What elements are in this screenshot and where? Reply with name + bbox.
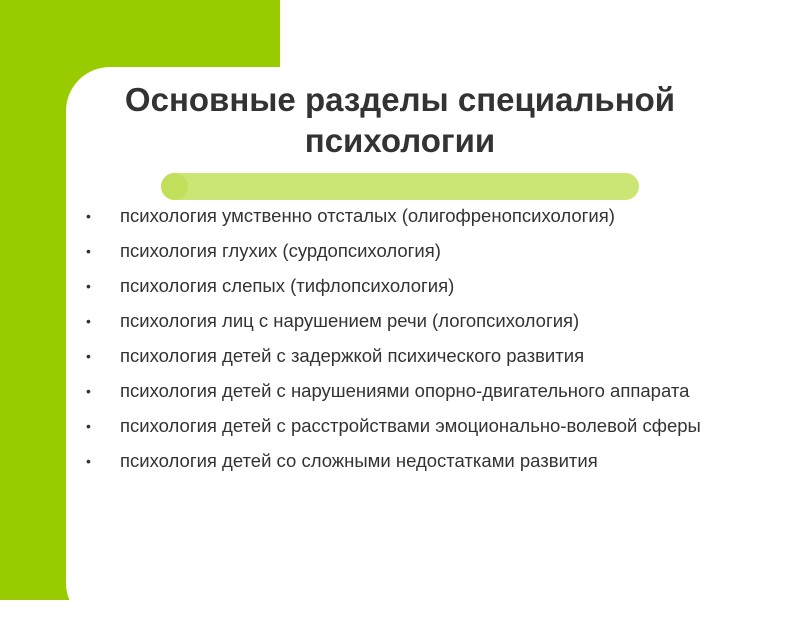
list-item: • психология детей с расстройствами эмоционально-волевой сферы (86, 412, 786, 440)
list-item: • психология детей со сложными недостатками развития (86, 447, 786, 475)
slide-title: Основные разделы специальной психологии (124, 81, 676, 159)
divider-cap (161, 173, 188, 200)
list-item: • психология умственно отсталых (олигофренопсихология) (86, 202, 786, 230)
list-item: • психология слепых (тифлопсихология) (86, 272, 786, 300)
list-item: • психология детей с нарушениями опорно-двигательного аппарата (86, 377, 786, 405)
title-divider-bar (161, 173, 639, 200)
list-item: • психология лиц с нарушением речи (логопсихология) (86, 307, 786, 335)
bullet-list (86, 202, 786, 482)
list-item: • психология глухих (сурдопсихология) (86, 237, 786, 265)
list-item: • психология детей с задержкой психического развития (86, 342, 786, 370)
